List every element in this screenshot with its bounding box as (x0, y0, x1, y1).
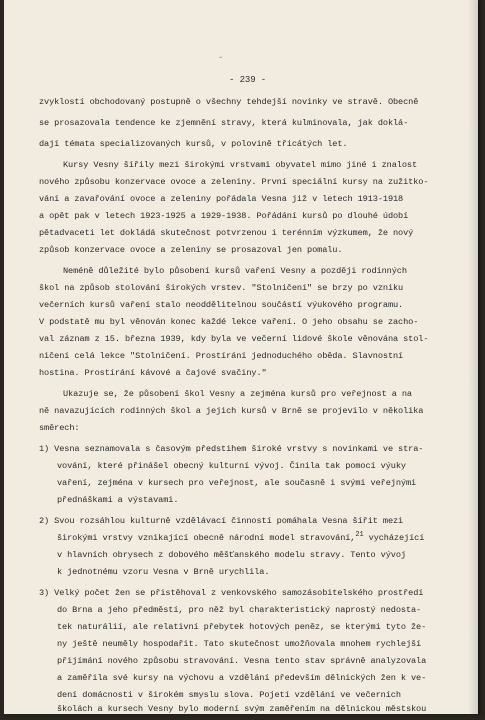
text-line: ny ještě neuměly hospodařit. Tato skutečnost umožňovala mnohem rychlejší (57, 639, 422, 649)
text-line: večerních kursů vaření stalo neoddělitelnou součástí výukového programu. (39, 300, 404, 310)
text-line: v hlavních obrysech z dobového měšťanského modelu stravy. Tento vývoj (57, 550, 406, 560)
text-line: nového způsobu konzervace ovoce a zeleniny. První speciální kursy na zužitko- (39, 177, 429, 187)
text-line: Ukazuje se, že působení škol Vesny a zejména kursů pro veřejnost a na (63, 389, 412, 399)
text-segment: širokými vrstvy vznikající obecně národní model stravování, (57, 533, 356, 543)
text-line: vování, které přinášel obecný kulturní vývoj. Činila tak pomocí výuky (57, 461, 406, 471)
text-line: val záznam z 15. března 1939, kdy byla ve večerní lidové škole věnována stol- (39, 334, 429, 344)
text-line: ničení celá lekce "Stolničení. Prostírání jednoduchého oběda. Slavnostní (39, 351, 404, 361)
text-line: dení domácnosti v širokém smyslu slova. Pojetí vzdělání ve večerních (57, 690, 401, 700)
text-line: zvyklostí obchodovaný postupně o všechny tehdejší novinky ve stravě. Obecně (39, 97, 419, 107)
text-line: přednáškami a výstavami. (57, 495, 179, 505)
text-line (57, 533, 424, 544)
list-item-2: 2) Svou rozsáhlou kulturně vzdělávací činností pomáhala Vesna šířit mezi (39, 516, 404, 526)
text-segment: vycházející (368, 533, 425, 543)
text-line: se prosazovala tendence ke zjemnění stravy, která kulminovala, jak doklá- (39, 118, 409, 128)
text-line: vání a zavařování ovoce a zeleniny pořádala Vesna již v letech 1913-1918 (39, 194, 404, 204)
text-line: a zaměřila své kursy na výchovu a vzdělání především dělnických žen k ve- (57, 673, 427, 683)
list-item-3: 3) Velký počet žen se přistěhoval z venkovského samozásobitelského prostředí (39, 588, 424, 598)
pencil-mark: ˇ (219, 56, 223, 67)
text-line: vaření, zejména v kursech pro veřejnost, ale současně i svými veřejnými (57, 478, 417, 488)
text-line: k jednotnému vzoru Vesna v Brně urychlila. (57, 567, 270, 577)
text-line: V podstatě mu byl věnován konec každé lekce vaření. O jeho obsahu se zacho- (39, 317, 419, 327)
text-line: hostina. Prostírání kávové a čajové svačiny." (39, 368, 267, 378)
page-number: - 239 - (229, 75, 267, 85)
text-line: ně navazujících rodinných škol a jejich kursů v Brně se projevilo v několika (39, 406, 424, 416)
document-page (4, 0, 478, 714)
text-line: tek naturálií, ale relativní přebytek hotových peněz, se kterými tyto že- (57, 622, 427, 632)
text-line: škol na způsob stolování širokých vrstev. "Stolničení" se brzy po vzniku (39, 283, 404, 293)
text-line: Neméně důležité bylo působení kursů vaření Vesny a později rodinných (63, 266, 407, 276)
text-line: způsob konzervace ovoce a zeleniny se prosazoval jen pomalu. (39, 245, 343, 255)
text-line: do Brna a jeho předměstí, pro něž byl charakteristický naprostý nedosta- (57, 605, 422, 615)
text-line: pětadvaceti let dokládá skutečnost potvrzenou i terénním výzkumem, že nový (39, 228, 414, 238)
text-line: přijímání nového způsobu stravování. Vesna tento stav správně analyzovala (57, 656, 427, 666)
text-line: dají témata specializovaných kursů, v polovině třicátých let. (39, 139, 348, 149)
text-line: Kursy Vesny šířily mezi širokými vrstvami obyvatel mimo jiné i znalost (63, 160, 417, 170)
footnote-ref: 21 (355, 531, 364, 539)
text-line: a opět pak v letech 1923-1925 a 1929-1938. Pořádání kursů po dlouhé údobí (39, 211, 409, 221)
text-line: směrech: (39, 423, 80, 433)
list-item-1: 1) Vesna seznamovala s časovým předstihem široké vrstvy s novinkami ve stra- (39, 444, 424, 454)
text-line: školách a kursech Vesny bylo moderní svým zaměřením na dělnickou městskou (57, 704, 427, 714)
